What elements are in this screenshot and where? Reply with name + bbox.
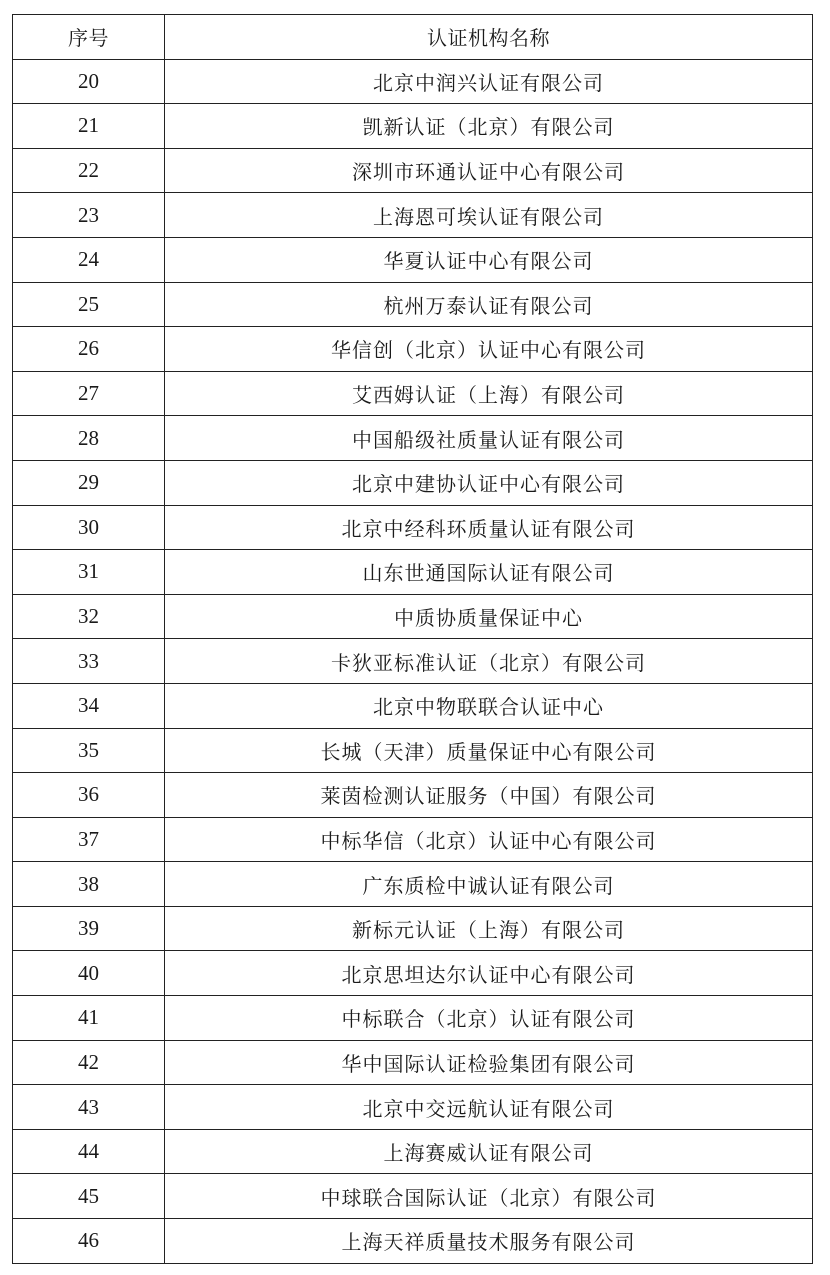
- institution-name: 上海天祥质量技术服务有限公司: [165, 1219, 813, 1264]
- institution-name: 上海恩可埃认证有限公司: [165, 193, 813, 238]
- table-row: [13, 193, 813, 238]
- institution-name: 上海赛威认证有限公司: [165, 1129, 813, 1174]
- institution-name: 北京中交远航认证有限公司: [165, 1085, 813, 1130]
- institution-name: 中标华信（北京）认证中心有限公司: [165, 817, 813, 862]
- institution-name: 北京中物联联合认证中心: [165, 683, 813, 728]
- table-row: [13, 951, 813, 996]
- row-number: 38: [13, 862, 165, 907]
- institution-name: 华中国际认证检验集团有限公司: [165, 1040, 813, 1085]
- row-number: 41: [13, 996, 165, 1041]
- row-number: 22: [13, 148, 165, 193]
- institution-name: 新标元认证（上海）有限公司: [165, 906, 813, 951]
- table-row: [13, 237, 813, 282]
- table-row: [13, 639, 813, 684]
- row-number: 42: [13, 1040, 165, 1085]
- institution-name: 艾西姆认证（上海）有限公司: [165, 371, 813, 416]
- table-row: [13, 817, 813, 862]
- row-number: 29: [13, 460, 165, 505]
- row-number: 28: [13, 416, 165, 461]
- row-number: 39: [13, 906, 165, 951]
- row-number: 37: [13, 817, 165, 862]
- institution-name: 北京中经科环质量认证有限公司: [165, 505, 813, 550]
- institution-name: 深圳市环通认证中心有限公司: [165, 148, 813, 193]
- row-number: 43: [13, 1085, 165, 1130]
- table-row: [13, 550, 813, 595]
- institution-name: 中国船级社质量认证有限公司: [165, 416, 813, 461]
- table-row: [13, 1129, 813, 1174]
- row-number: 45: [13, 1174, 165, 1219]
- institution-name: 华信创（北京）认证中心有限公司: [165, 327, 813, 372]
- table-row: [13, 505, 813, 550]
- table-row: [13, 104, 813, 149]
- table-row: [13, 148, 813, 193]
- institution-name: 中标联合（北京）认证有限公司: [165, 996, 813, 1041]
- row-number: 33: [13, 639, 165, 684]
- certification-bodies-table: [12, 14, 813, 1264]
- column-header-name: 认证机构名称: [165, 15, 813, 60]
- institution-name: 长城（天津）质量保证中心有限公司: [165, 728, 813, 773]
- institution-name: 凯新认证（北京）有限公司: [165, 104, 813, 149]
- row-number: 36: [13, 773, 165, 818]
- row-number: 24: [13, 237, 165, 282]
- institution-name: 广东质检中诚认证有限公司: [165, 862, 813, 907]
- table-row: [13, 683, 813, 728]
- institution-name: 中质协质量保证中心: [165, 594, 813, 639]
- column-header-number: 序号: [13, 15, 165, 60]
- row-number: 32: [13, 594, 165, 639]
- row-number: 20: [13, 59, 165, 104]
- institution-name: 北京中润兴认证有限公司: [165, 59, 813, 104]
- row-number: 31: [13, 550, 165, 595]
- table-row: [13, 416, 813, 461]
- table-row: [13, 1085, 813, 1130]
- table-body: [13, 59, 813, 1263]
- row-number: 26: [13, 327, 165, 372]
- table-row: [13, 996, 813, 1041]
- table-row: [13, 906, 813, 951]
- institution-name: 中球联合国际认证（北京）有限公司: [165, 1174, 813, 1219]
- table-row: [13, 594, 813, 639]
- row-number: 40: [13, 951, 165, 996]
- table-row: [13, 371, 813, 416]
- table-row: [13, 1219, 813, 1264]
- row-number: 34: [13, 683, 165, 728]
- institution-name: 莱茵检测认证服务（中国）有限公司: [165, 773, 813, 818]
- table-row: [13, 460, 813, 505]
- institution-name: 北京中建协认证中心有限公司: [165, 460, 813, 505]
- table-row: [13, 282, 813, 327]
- institution-name: 华夏认证中心有限公司: [165, 237, 813, 282]
- institution-name: 杭州万泰认证有限公司: [165, 282, 813, 327]
- table-row: [13, 1174, 813, 1219]
- table-row: [13, 773, 813, 818]
- row-number: 21: [13, 104, 165, 149]
- institution-name: 北京思坦达尔认证中心有限公司: [165, 951, 813, 996]
- row-number: 35: [13, 728, 165, 773]
- row-number: 46: [13, 1219, 165, 1264]
- table-row: [13, 862, 813, 907]
- table-header-row: [13, 15, 813, 60]
- row-number: 25: [13, 282, 165, 327]
- row-number: 44: [13, 1129, 165, 1174]
- table-row: [13, 59, 813, 104]
- table-row: [13, 1040, 813, 1085]
- table-row: [13, 728, 813, 773]
- row-number: 27: [13, 371, 165, 416]
- institution-name: 山东世通国际认证有限公司: [165, 550, 813, 595]
- institution-name: 卡狄亚标准认证（北京）有限公司: [165, 639, 813, 684]
- table-row: [13, 327, 813, 372]
- row-number: 23: [13, 193, 165, 238]
- row-number: 30: [13, 505, 165, 550]
